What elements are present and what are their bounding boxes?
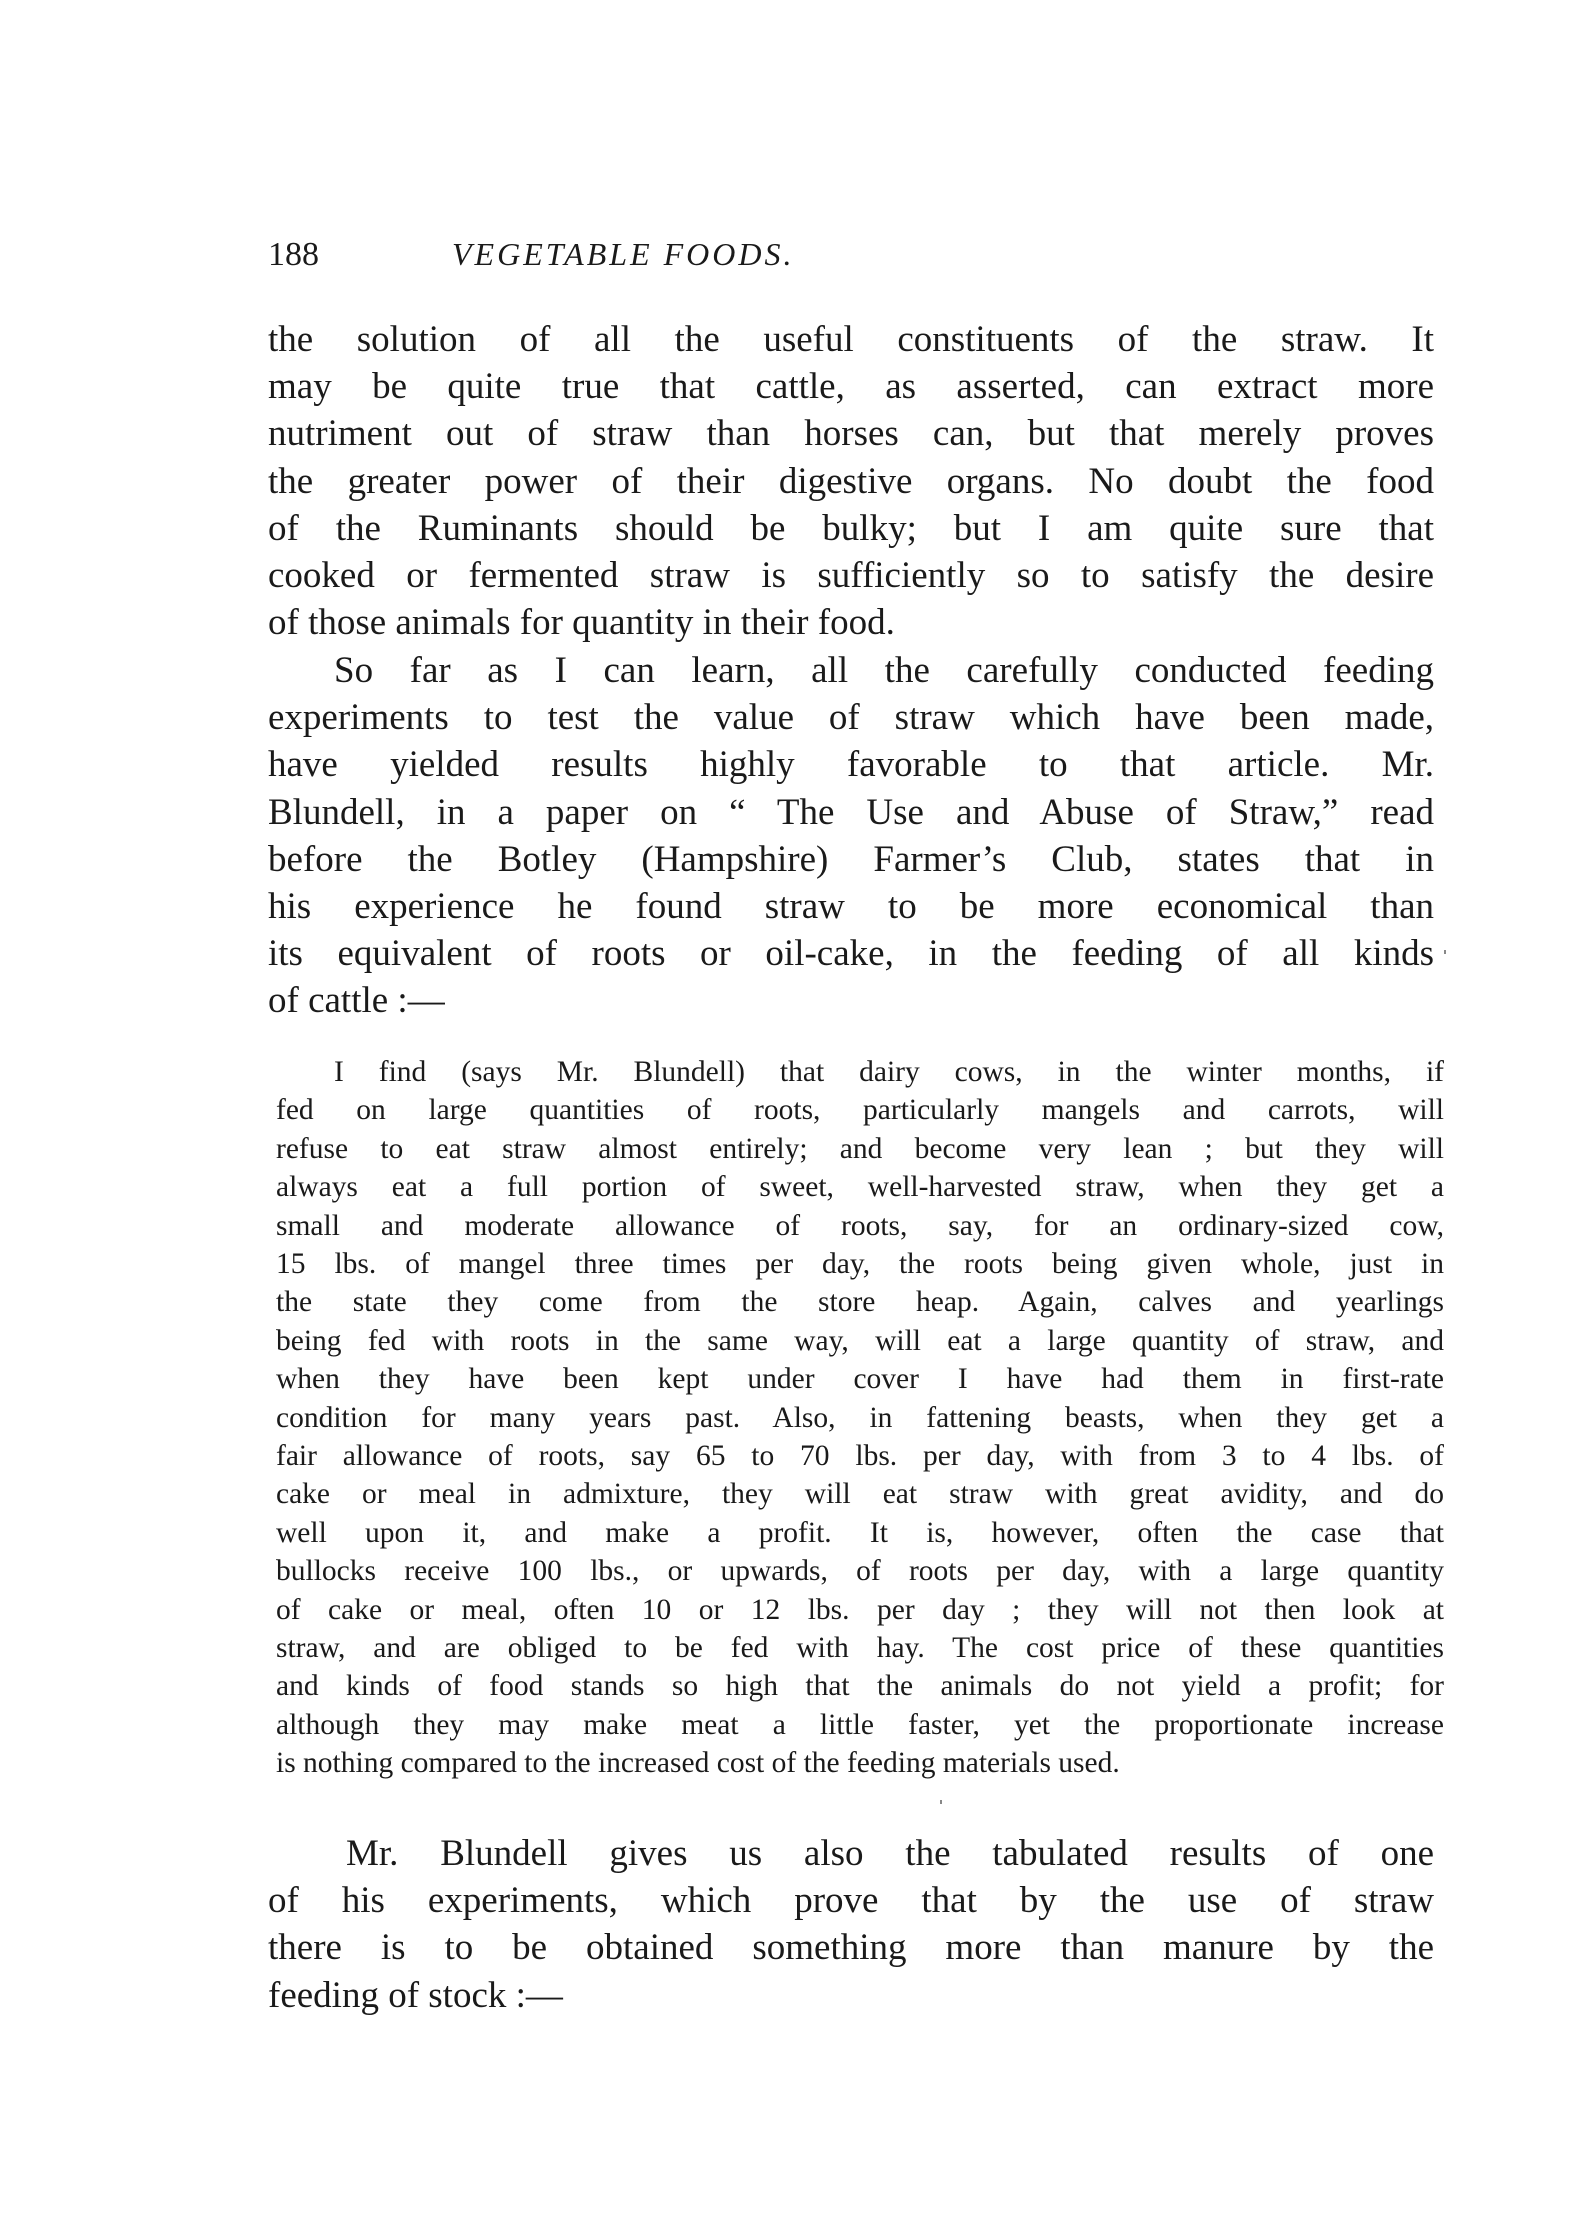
quote-line: and kinds of food stands so high that the animals do not yield a profit; for xyxy=(276,1670,1444,1703)
paragraph-line: of the Ruminants should be bulky; but I am quite sure that xyxy=(268,507,1434,549)
quote-line: fed on large quantities of roots, particularly mangels and carrots, will xyxy=(276,1094,1444,1127)
quote-line: cake or meal in admixture, they will eat straw with great avidity, and do xyxy=(276,1478,1444,1511)
quote-line: refuse to eat straw almost entirely; and become very lean ; but they will xyxy=(276,1132,1444,1165)
paragraph-line: of cattle :— xyxy=(268,980,445,1022)
paragraph-line: the solution of all the useful constituents of the straw. It xyxy=(268,319,1434,360)
quote-line: when they have been kept under cover I have had them in first-rate xyxy=(276,1363,1444,1396)
paragraph-line: have yielded results highly favorable to that article. Mr. xyxy=(268,744,1434,786)
paragraph-line: there is to be obtained something more than manure by the xyxy=(268,1927,1434,1969)
quote-line: well upon it, and make a profit. It is, however, often the case that xyxy=(276,1516,1444,1549)
paragraph-line: of his experiments, which prove that by the use of straw xyxy=(268,1880,1434,1922)
paragraph-line: Mr. Blundell gives us also the tabulated results of one xyxy=(346,1833,1434,1874)
quote-line: although they may make meat a little faster, yet the proportionate increase xyxy=(276,1708,1444,1741)
paragraph-line: before the Botley (Hampshire) Farmer’s Club, states that in xyxy=(268,838,1434,880)
paragraph-line: its equivalent of roots or oil-cake, in the feeding of all kinds xyxy=(268,933,1434,975)
paragraph-line: may be quite true that cattle, as asserted, can extract more xyxy=(268,366,1434,408)
paragraph-line: nutriment out of straw than horses can, but that merely proves xyxy=(268,413,1434,455)
quote-line: small and moderate allowance of roots, say, for an ordinary-sized cow, xyxy=(276,1209,1444,1242)
quote-line: of cake or meal, often 10 or 12 lbs. per day ; they will not then look at xyxy=(276,1593,1444,1626)
quote-line: always eat a full portion of sweet, well-harvested straw, when they get a xyxy=(276,1171,1444,1204)
paragraph-line: his experience he found straw to be more economical than xyxy=(268,886,1434,927)
paragraph-line: of those animals for quantity in their food. xyxy=(268,602,895,644)
quote-line: being fed with roots in the same way, will eat a large quantity of straw, and xyxy=(276,1324,1444,1357)
scan-speck xyxy=(940,1800,942,1804)
quote-line: is nothing compared to the increased cost of the feeding materials used. xyxy=(276,1747,1120,1780)
paragraph-line: cooked or fermented straw is sufficiently so to satisfy the desire xyxy=(268,555,1434,596)
page-number: 188 xyxy=(268,236,319,273)
quote-line: 15 lbs. of mangel three times per day, the roots being given whole, just in xyxy=(276,1248,1444,1280)
paragraph-line: Blundell, in a paper on “ The Use and Abuse of Straw,” read xyxy=(268,791,1434,833)
paragraph-line: the greater power of their digestive organs. No doubt the food xyxy=(268,460,1434,502)
paragraph-line: So far as I can learn, all the carefully conducted feeding xyxy=(334,650,1434,691)
running-title: VEGETABLE FOODS. xyxy=(452,236,795,272)
quote-line: the state they come from the store heap. Again, calves and yearlings xyxy=(276,1286,1444,1319)
quote-line: bullocks receive 100 lbs., or upwards, of roots per day, with a large quantity xyxy=(276,1555,1444,1588)
quote-line: condition for many years past. Also, in fattening beasts, when they get a xyxy=(276,1401,1444,1434)
quote-line: I find (says Mr. Blundell) that dairy cows, in the winter months, if xyxy=(334,1056,1444,1088)
quote-line: straw, and are obliged to be fed with hay. The cost price of these quantities xyxy=(276,1632,1444,1664)
quote-line: fair allowance of roots, say 65 to 70 lbs. per day, with from 3 to 4 lbs. of xyxy=(276,1440,1444,1472)
scan-speck xyxy=(1444,950,1446,954)
paragraph-line: experiments to test the value of straw which have been made, xyxy=(268,697,1434,739)
paragraph-line: feeding of stock :— xyxy=(268,1974,563,2016)
